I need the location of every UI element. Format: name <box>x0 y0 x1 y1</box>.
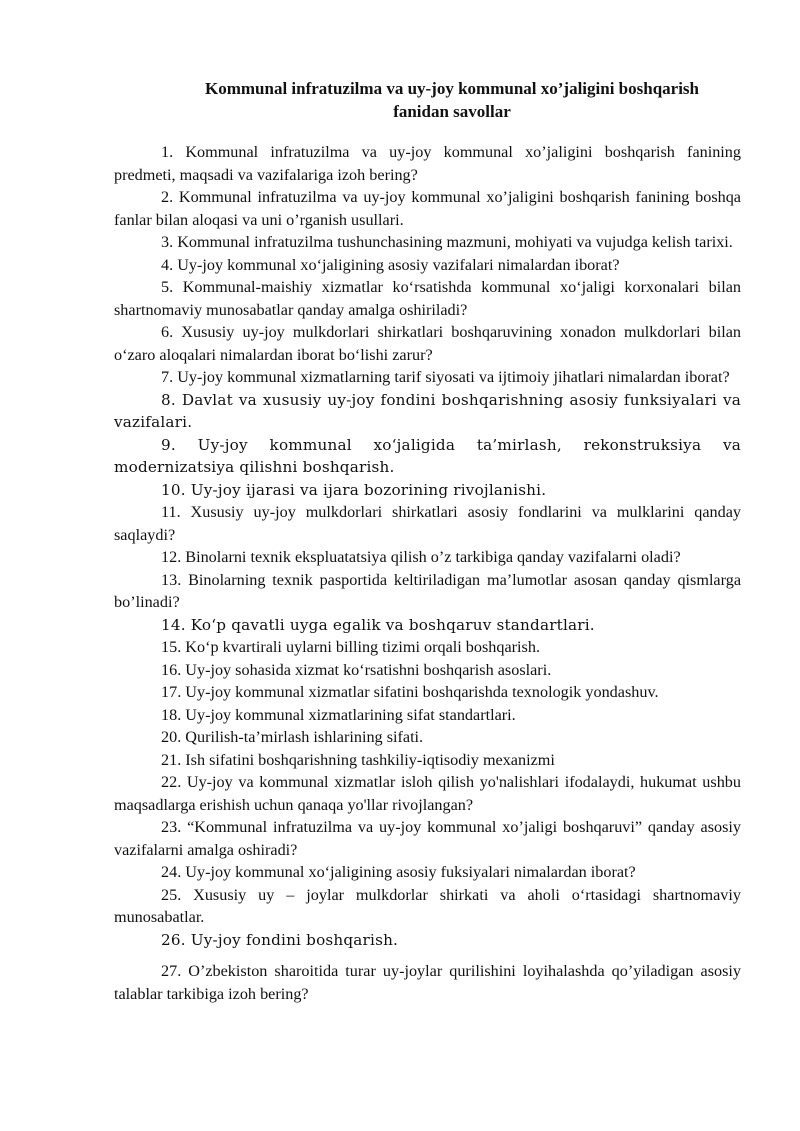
title-line-1: Kommunal infratuzilma va uy-joy kommunal xo’jaligini boshqarish <box>204 79 699 98</box>
document-title <box>114 77 740 123</box>
question-item: 16. Uy-joy sohasida xizmat koʻrsatishni boshqarish asoslari. <box>161 660 552 679</box>
question-item: 18. Uy-joy kommunal xizmatlarining sifat standartlari. <box>161 705 516 724</box>
question-item: 6. Xususiy uy-joy mulkdorlari shirkatlari boshqaruvining xonadon mulkdorlari bilan oʻzaro aloqalari nimalardan iborat boʻlishi zarur? <box>114 323 741 364</box>
question-item: 26. Uy-joy fondini boshqarish. <box>161 930 399 949</box>
question-item: 15. Koʻp kvartirali uylarni billing tizimi orqali boshqarish. <box>161 638 540 656</box>
question-item: 23. “Kommunal infratuzilma va uy-joy kommunal xo’jaligi boshqaruvi” qanday asosiy vazifalarni amalga oshiradi? <box>114 818 741 859</box>
question-item: 22. Uy-joy va kommunal xizmatlar isloh qilish yo'nalishlari ifodalaydi, hukumat ushbu maqsadlarga erishish uchun qanaqa yo'llar rivojlangan? <box>114 773 741 814</box>
question-item: 1. Kommunal infratuzilma va uy-joy kommunal xo’jaligini boshqarish fanining predmeti, maqsadi va vazifalariga izoh bering? <box>114 143 741 184</box>
title-line-2: fanidan savollar <box>393 102 511 121</box>
question-item: 10. Uy-joy ijarasi va ijara bozorining rivojlanishi. <box>161 480 547 499</box>
question-item: 4. Uy-joy kommunal xoʻjaligining asosiy vazifalari nimalardan iborat? <box>161 255 620 274</box>
question-item: 5. Kommunal-maishiy xizmatlar koʻrsatishda kommunal xoʻjaligi korxonalari bilan shartnomaviy munosabatlar qanday amalga oshiriladi? <box>114 278 741 319</box>
question-item: 11. Xususiy uy-joy mulkdorlari shirkatlari asosiy fondlarini va mulklarini qanday saqlaydi? <box>114 503 741 544</box>
question-list <box>114 141 741 1005</box>
question-item: 13. Binolarning texnik pasportida keltiriladigan ma’lumotlar asosan qanday qismlarga bo’linadi? <box>114 570 741 611</box>
question-item: 25. Xususiy uy – joylar mulkdorlar shirkati va aholi oʻrtasidagi shartnomaviy munosabatlar. <box>114 885 741 926</box>
question-item: 14. Koʻp qavatli uyga egalik va boshqaruv standartlari. <box>161 615 595 634</box>
question-item: 20. Qurilish-ta’mirlash ishlarining sifati. <box>161 728 424 746</box>
question-item: 7. Uy-joy kommunal xizmatlarning tarif siyosati va ijtimoiy jihatlari nimalardan iborat? <box>161 368 730 386</box>
question-item: 9. Uy-joy kommunal xoʻjaligida ta’mirlash, rekonstruksiya va modernizatsiya qilishni boshqarish. <box>114 435 741 476</box>
question-item: 17. Uy-joy kommunal xizmatlar sifatini boshqarishda texnologik yondashuv. <box>161 683 659 701</box>
question-item: 21. Ish sifatini boshqarishning tashkiliy-iqtisodiy mexanizmi <box>161 750 555 769</box>
question-item: 2. Kommunal infratuzilma va uy-joy kommunal xo’jaligini boshqarish fanining boshqa fanlar bilan aloqasi va uni o’rganish usullari. <box>114 188 741 229</box>
question-item: 12. Binolarni texnik ekspluatatsiya qilish o’z tarkibiga qanday vazifalarni oladi? <box>161 548 681 566</box>
question-item: 24. Uy-joy kommunal xoʻjaligining asosiy fuksiyalari nimalardan iborat? <box>161 863 636 881</box>
question-item: 27. O’zbekiston sharoitida turar uy-joylar qurilishini loyihalashda qo’yiladigan asosiy talablar tarkibiga izoh bering? <box>114 962 741 1003</box>
question-item: 8. Davlat va xususiy uy-joy fondini boshqarishning asosiy funksiyalari va vazifalari. <box>114 390 741 431</box>
question-item: 3. Kommunal infratuzilma tushunchasining mazmuni, mohiyati va vujudga kelish tarixi. <box>161 233 733 251</box>
